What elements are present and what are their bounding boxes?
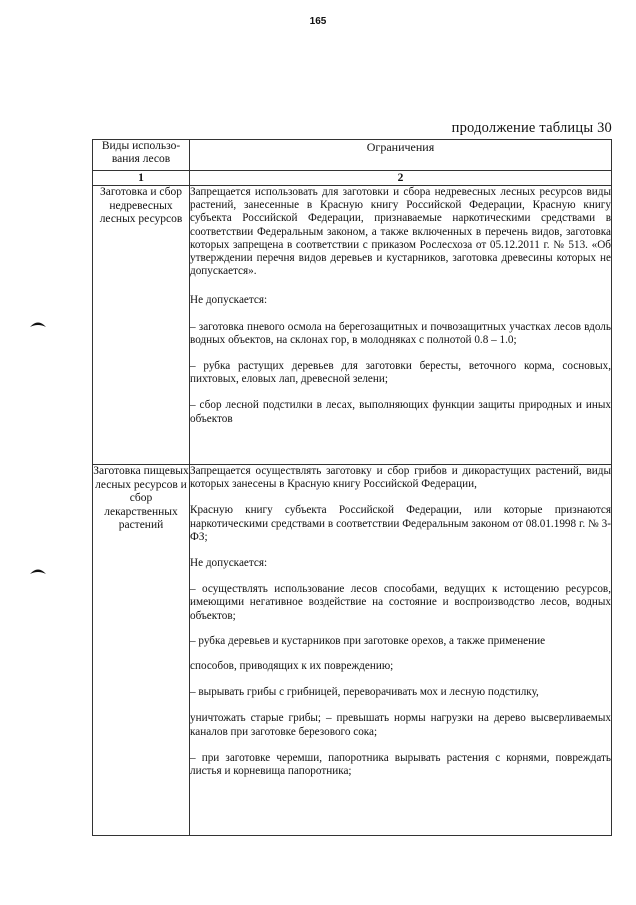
restriction-paragraph: Запрещается осуществлять заготовку и сбор грибов и дикорастущих растений, виды которых занесены в Красную книгу Российской Федерации, (190, 465, 611, 491)
table-row (93, 186, 612, 465)
table-header-row (93, 140, 612, 171)
table-continuation-caption: продолжение таблицы 30 (451, 120, 612, 136)
forest-use-cell: Заготовка и сбор недревесных лесных ресурсов (93, 186, 190, 465)
restriction-paragraph: Не допускается: (190, 557, 268, 570)
punch-hole-mark (29, 566, 47, 575)
restriction-paragraph: Запрещается использовать для заготовки и сбора недревесных лесных ресурсов виды растений, занесенные в Красную книгу Российской Федерации, Красную книгу субъекта Российской Федерации, признаваемые наркотическими средствами в соответствии Федеральным законом, а также включенных в перечень видов, заготовка которых запрещена в соответствии с приказом Рослесхоза от 05.12.2011 г. № 513. «Об утверждении перечня видов деревьев и кустарников, заготовка древесины которых не допускается». (190, 186, 611, 278)
restriction-paragraph: – при заготовке черемши, папоротника вырывать растения с корнями, повреждать листья и корневища папоротника; (190, 751, 611, 778)
column-number-row (93, 171, 612, 186)
column-number: 2 (190, 171, 612, 186)
restriction-paragraph: – рубка деревьев и кустарников при заготовке орехов, а также применение (190, 634, 546, 647)
restriction-paragraph: уничтожать старые грибы; – превышать нормы нагрузки на дерево высверливаемых каналов при заготовке березового сока; (190, 712, 611, 738)
restriction-paragraph: – заготовка пневого осмола на берегозащитных и почвозащитных участках лесов вдоль водных объектов, на склонах гор, в молодняках с полнотой 0.8 – 1.0; (190, 320, 611, 346)
restriction-paragraph: Не допускается: (190, 294, 268, 307)
restrictions-cell (190, 186, 612, 465)
forest-use-cell: Заготовка пищевых лесных ресурсов и сбор лекарственных растений (93, 465, 190, 836)
restriction-paragraph: – сбор лесной подстилки в лесах, выполняющих функции защиты природных и иных объектов (190, 399, 611, 425)
header-forest-use-types: Виды использо-вания лесов (93, 140, 190, 171)
page-number: 165 (309, 16, 327, 27)
restriction-paragraph: – вырывать грибы с грибницей, переворачивать мох и лесную подстилку, (190, 686, 539, 699)
restrictions-table (92, 139, 612, 836)
restriction-paragraph: – рубка растущих деревьев для заготовки бересты, веточного корма, сосновых, пихтовых, еловых лап, древесной зелени; (190, 360, 611, 386)
column-number: 1 (93, 171, 190, 186)
punch-hole-mark (29, 319, 47, 328)
header-restrictions: Ограничения (190, 140, 612, 171)
table-row (93, 465, 612, 836)
restriction-paragraph: – осуществлять использование лесов способами, ведущих к истощению ресурсов, имеющими негативное воздействие на состояние и воспроизводство лесов, водных объектов; (190, 583, 611, 622)
restrictions-cell (190, 465, 612, 836)
restriction-paragraph: Красную книгу субъекта Российской Федерации, или которые признаются наркотическими средствами в соответствии Федеральным законом от 08.01.1998 г. № 3-ФЗ; (190, 504, 611, 543)
restriction-paragraph: способов, приводящих к их повреждению; (190, 660, 394, 673)
